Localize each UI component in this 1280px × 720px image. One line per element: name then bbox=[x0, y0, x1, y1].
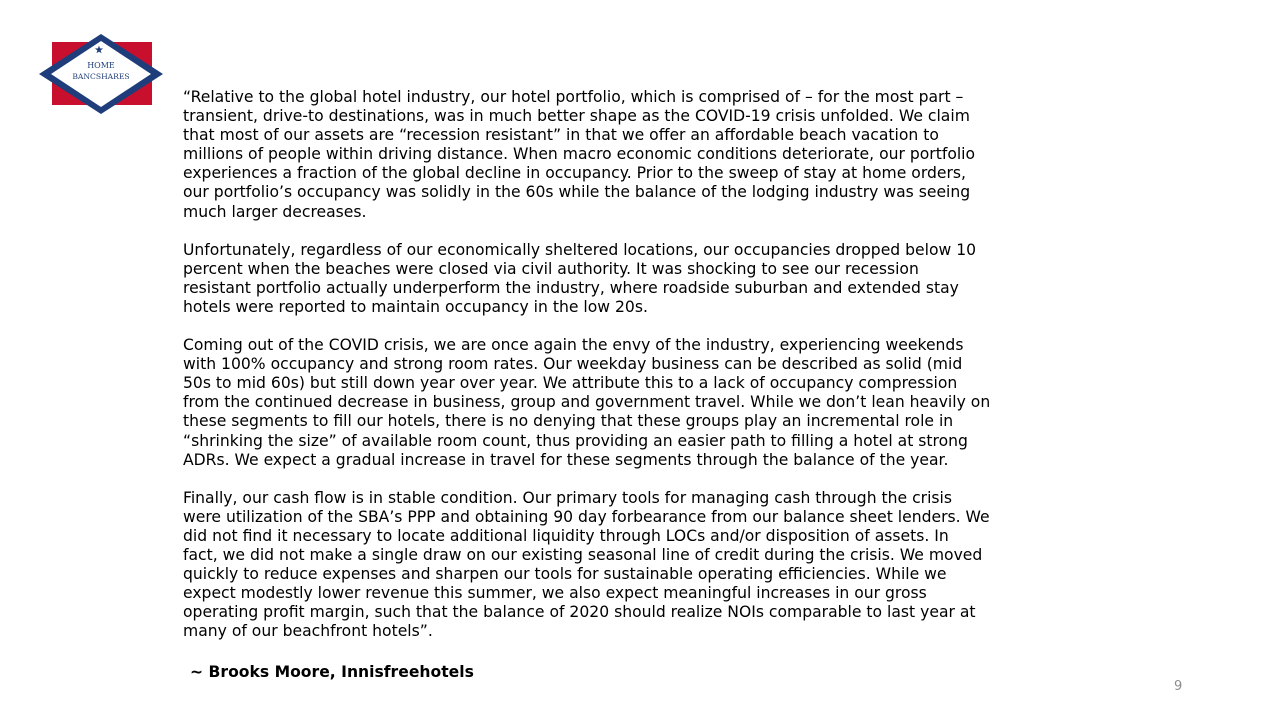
page-number: 9 bbox=[1174, 679, 1183, 694]
quote-line: many of our beachfront hotels”. bbox=[183, 622, 433, 641]
quote-block bbox=[183, 88, 1033, 660]
quote-paragraph bbox=[183, 241, 1033, 317]
quote-line: hotels were reported to maintain occupancy in the low 20s. bbox=[183, 297, 648, 316]
quote-line: resistant portfolio actually underperform the industry, where roadside suburban and extended stay bbox=[183, 278, 959, 297]
quote-line: that most of our assets are “recession resistant” in that we offer an affordable beach vacation to bbox=[183, 126, 939, 145]
quote-line: expect modestly lower revenue this summer, we also expect meaningful increases in our gross bbox=[183, 584, 927, 603]
quote-line: did not find it necessary to locate additional liquidity through LOCs and/or disposition of assets. In bbox=[183, 526, 949, 545]
quote-line: fact, we did not make a single draw on our existing seasonal line of credit during the crisis. We moved bbox=[183, 545, 983, 564]
quote-line: experiences a fraction of the global decline in occupancy. Prior to the sweep of stay at home orders, bbox=[183, 164, 966, 183]
quote-line: much larger decreases. bbox=[183, 202, 367, 221]
quote-line: were utilization of the SBA’s PPP and obtaining 90 day forbearance from our balance sheet lenders. We bbox=[183, 507, 990, 526]
quote-line: ADRs. We expect a gradual increase in travel for these segments through the balance of the year. bbox=[183, 450, 949, 469]
quote-line: these segments to fill our hotels, there is no denying that these groups play an incremental role in bbox=[183, 412, 954, 431]
quote-line: from the continued decrease in business, group and government travel. While we don’t lean heavily on bbox=[183, 393, 991, 412]
quote-line: quickly to reduce expenses and sharpen our tools for sustainable operating efficiencies. While we bbox=[183, 565, 947, 584]
logo-text-bancshares: BANCSHARES bbox=[72, 72, 130, 81]
quote-line: percent when the beaches were closed via civil authority. It was shocking to see our recession bbox=[183, 259, 919, 278]
quote-line: Coming out of the COVID crisis, we are once again the envy of the industry, experiencing weekends bbox=[183, 336, 964, 355]
quote-line: Finally, our cash flow is in stable condition. Our primary tools for managing cash through the crisis bbox=[183, 488, 952, 507]
quote-line: with 100% occupancy and strong room rates. Our weekday business can be described as solid (mid bbox=[183, 355, 963, 374]
quote-attribution: ~ Brooks Moore, Innisfreehotels bbox=[190, 663, 474, 681]
quote-line: our portfolio’s occupancy was solidly in the 60s while the balance of the lodging industry was seeing bbox=[183, 183, 971, 202]
quote-paragraph bbox=[183, 88, 1033, 222]
quote-paragraph bbox=[183, 336, 1033, 470]
quote-line: transient, drive-to destinations, was in much better shape as the COVID-19 crisis unfolded. We claim bbox=[183, 107, 970, 126]
quote-paragraph bbox=[183, 489, 1033, 642]
quote-line: 50s to mid 60s) but still down year over year. We attribute this to a lack of occupancy compression bbox=[183, 374, 958, 393]
logo-graphic bbox=[38, 33, 164, 115]
quote-line: “Relative to the global hotel industry, our hotel portfolio, which is comprised of – for the most part – bbox=[183, 88, 964, 106]
quote-line: millions of people within driving distance. When macro economic conditions deteriorate, our portfolio bbox=[183, 145, 976, 164]
quote-line: Unfortunately, regardless of our economically sheltered locations, our occupancies dropped below 10 bbox=[183, 240, 977, 259]
home-bancshares-logo bbox=[38, 33, 164, 115]
quote-line: “shrinking the size” of available room count, thus providing an easier path to filling a hotel at strong bbox=[183, 431, 968, 450]
logo-text-home: HOME bbox=[87, 61, 115, 70]
quote-line: operating profit margin, such that the balance of 2020 should realize NOIs comparable to last year at bbox=[183, 603, 976, 622]
